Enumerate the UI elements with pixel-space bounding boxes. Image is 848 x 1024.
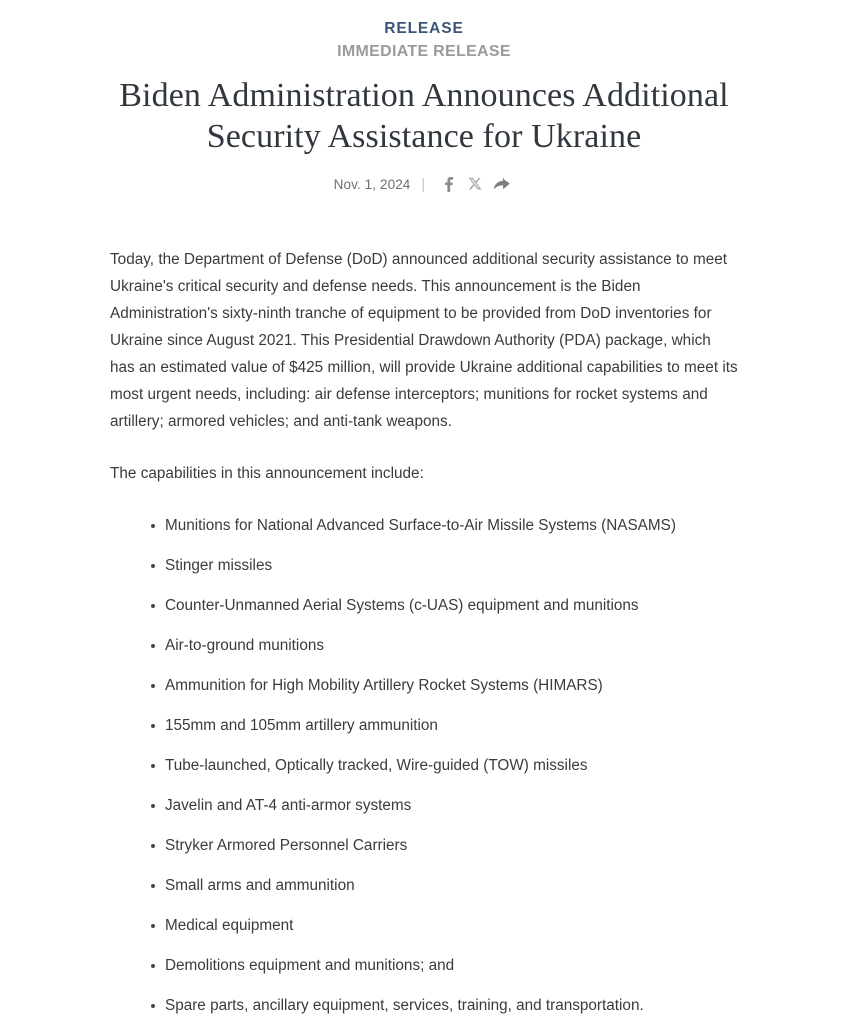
share-arrow-icon[interactable]	[490, 174, 512, 194]
release-eyebrow: RELEASE	[384, 20, 464, 37]
list-item: Munitions for National Advanced Surface-to-Air Missile Systems (NASAMS)	[110, 515, 738, 537]
article-body	[110, 194, 738, 1017]
list-item: Counter-Unmanned Aerial Systems (c-UAS) equipment and munitions	[110, 595, 738, 617]
facebook-icon[interactable]	[438, 174, 460, 194]
page-title: Biden Administration Announces Additional Security Assistance for Ukraine	[119, 77, 729, 156]
list-item: Ammunition for High Mobility Artillery Rocket Systems (HIMARS)	[110, 675, 738, 697]
release-subheader: IMMEDIATE RELEASE	[337, 43, 511, 61]
list-item: Small arms and ammunition	[110, 875, 738, 897]
list-item: Tube-launched, Optically tracked, Wire-guided (TOW) missiles	[110, 755, 738, 777]
capabilities-list	[110, 487, 738, 1017]
list-item: 155mm and 105mm artillery ammunition	[110, 715, 738, 737]
article-meta	[0, 174, 848, 194]
list-item: Stinger missiles	[110, 555, 738, 577]
meta-divider: |	[421, 175, 426, 193]
release-header	[0, 0, 848, 62]
list-item: Stryker Armored Personnel Carriers	[110, 835, 738, 857]
capabilities-intro: The capabilities in this announcement include:	[110, 465, 424, 483]
list-item: Air-to-ground munitions	[110, 635, 738, 657]
list-item: Spare parts, ancillary equipment, services, training, and transportation.	[110, 995, 738, 1017]
x-twitter-icon[interactable]	[464, 174, 486, 194]
list-item: Medical equipment	[110, 915, 738, 937]
publish-date: Nov. 1, 2024	[333, 176, 411, 192]
lead-paragraph: Today, the Department of Defense (DoD) announced additional security assistance to meet Ukraine's critical security and defense needs. This announcement is the Biden Administration's sixty-ninth tranche of equipment to be provided from DoD inventories for Ukraine since August 2021. This Presidential Drawdown Authority (PDA) package, which has an estimated value of $425 million, will provide Ukraine additional capabilities to meet its most urgent needs, including: air defense interceptors; munitions for rocket systems and artillery; armored vehicles; and anti-tank weapons.	[110, 251, 738, 431]
list-item: Demolitions equipment and munitions; and	[110, 955, 738, 977]
list-item: Javelin and AT-4 anti-armor systems	[110, 795, 738, 817]
